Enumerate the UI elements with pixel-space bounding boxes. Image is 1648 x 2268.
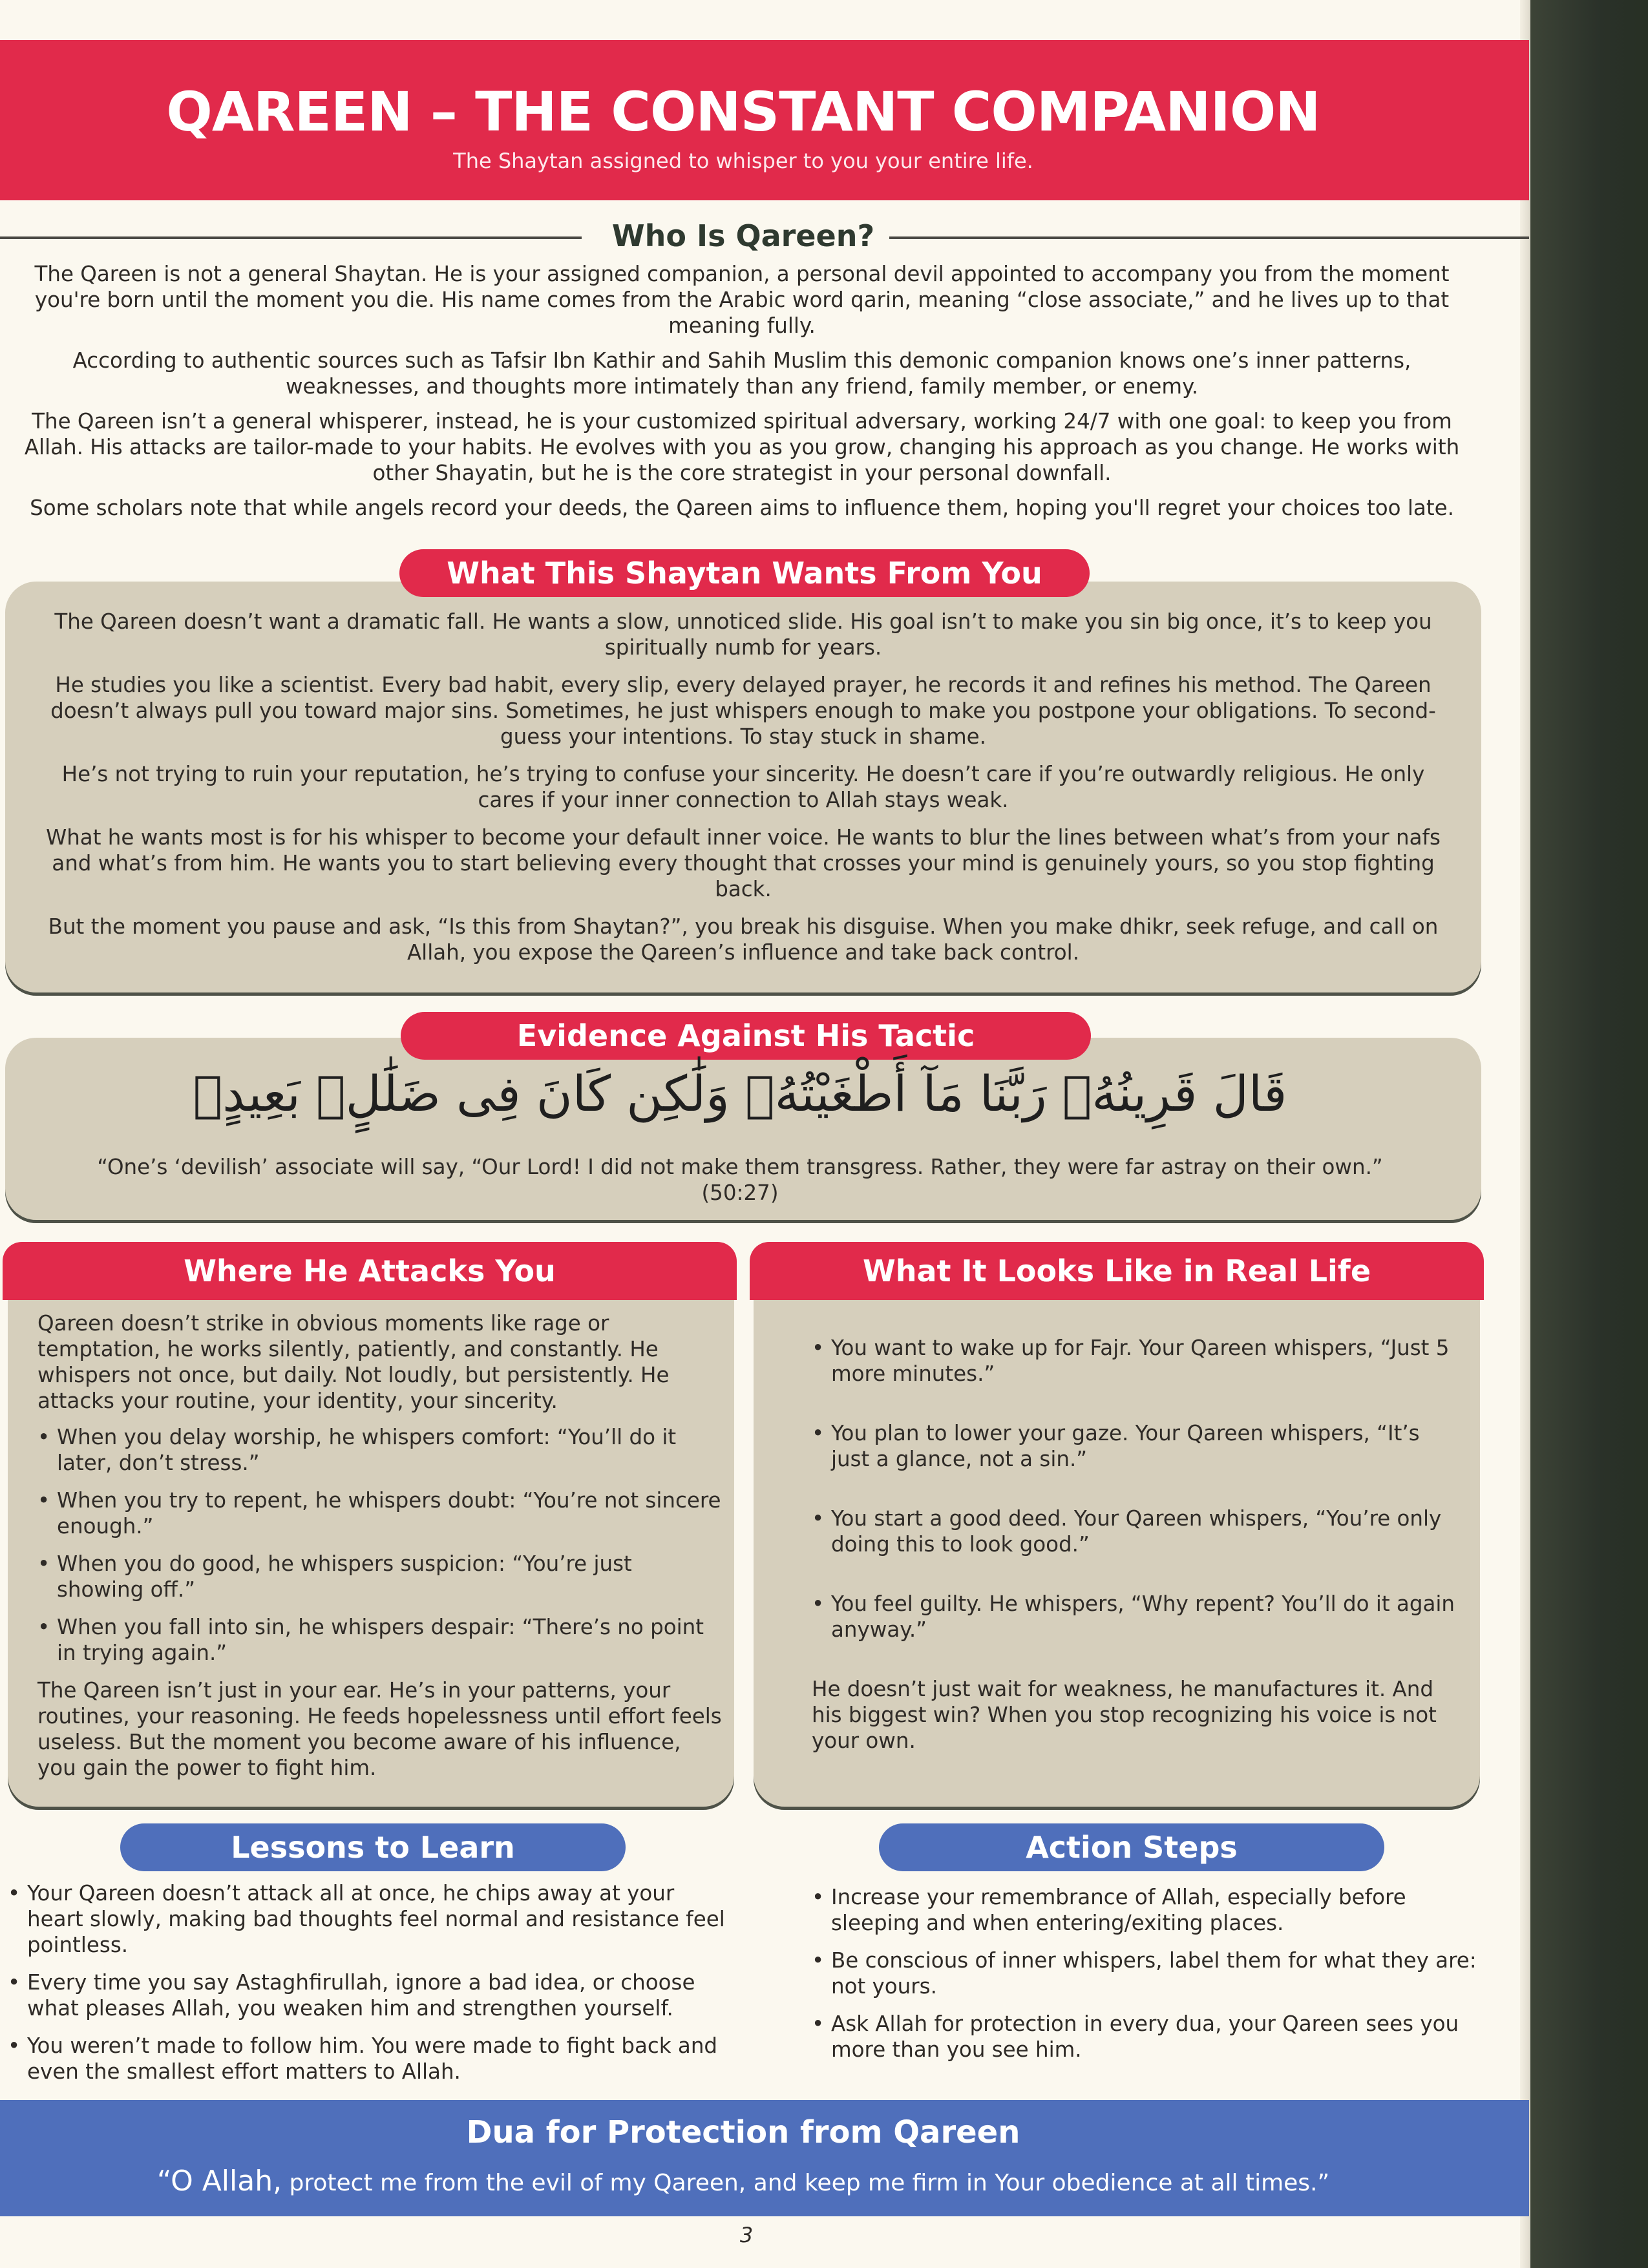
- list-item: • You weren’t made to follow him. You were made to fight back and even the smallest effort matters to Allah.: [8, 2033, 725, 2084]
- reallife-list: [812, 1335, 1464, 1643]
- lessons-title: Lessons to Learn: [120, 1823, 626, 1871]
- evidence-title: Evidence Against His Tactic: [401, 1012, 1091, 1060]
- attacks-text: [37, 1310, 723, 1781]
- actions-text: [812, 1884, 1484, 2063]
- title-banner: [0, 40, 1529, 200]
- verse-reference: (50:27): [701, 1181, 779, 1205]
- wants-text: [37, 609, 1449, 977]
- quran-verse-translation: [0, 1154, 1480, 1206]
- list-item: • You feel guilty. He whispers, “Why repent? You’ll do it again anyway.”: [812, 1591, 1464, 1643]
- list-item: • When you try to repent, he whispers doubt: “You’re not sincere enough.”: [37, 1487, 723, 1539]
- reallife-box: [754, 1266, 1480, 1807]
- lessons-text: [8, 1880, 725, 2084]
- wants-paragraph: He’s not trying to ruin your reputation, he’s trying to confuse your sincerity. He doesn’t care if you’re outwardly religious. He only cares if your inner connection to Allah stays weak.: [61, 762, 1425, 812]
- list-item: • Your Qareen doesn’t attack all at once, he chips away at your heart slowly, making bad thoughts feel normal and resistance feel pointless.: [8, 1880, 725, 1958]
- page-number: 3: [739, 2223, 754, 2247]
- list-item: • Ask Allah for protection in every dua, your Qareen sees you more than you see him.: [812, 2011, 1484, 2063]
- who-paragraph: The Qareen isn’t a general whisperer, instead, he is your customized spiritual adversary, working 24/7 with one goal: to keep you from Allah. His attacks are tailor-made to your habits. He evolves with you as you grow, changing his approach as you change. He works with other Shayatin, but he is the core strategist in your personal downfall.: [24, 409, 1460, 485]
- attacks-box: [8, 1266, 734, 1807]
- who-paragraph: According to authentic sources such as Tafsir Ibn Kathir and Sahih Muslim this demonic companion knows one’s inner patterns, weaknesses, and thoughts more intimately than any friend, family member, or enemy.: [72, 348, 1411, 399]
- attacks-title: Where He Attacks You: [3, 1242, 737, 1300]
- wants-paragraph: But the moment you pause and ask, “Is this from Shaytan?”, you break his disguise. When you make dhikr, seek refuge, and call on Allah, you expose the Qareen’s influence and take back control.: [48, 914, 1439, 965]
- attacks-intro: Qareen doesn’t strike in obvious moments like rage or temptation, he works silently, patiently, and constantly. He whispers not once, but daily. Not loudly, but persistently. He attacks your routine, your identity, your sincerity.: [37, 1311, 670, 1413]
- list-item: • When you fall into sin, he whispers despair: “There’s no point in trying again.”: [37, 1614, 723, 1666]
- who-title: Who Is Qareen?: [611, 218, 875, 253]
- quran-verse-arabic: قَالَ قَرِينُهُۥ رَبَّنَا مَآ أَطْغَيْتُهُۥ وَلَٰكِن كَانَ فِى ضَلَٰلٍۭ بَعِيدٍۢ: [193, 1065, 1287, 1122]
- list-item: • Increase your remembrance of Allah, especially before sleeping and when entering/exiting places.: [812, 1884, 1484, 1936]
- list-item: • You want to wake up for Fajr. Your Qareen whispers, “Just 5 more minutes.”: [812, 1335, 1464, 1387]
- wants-box: [5, 582, 1481, 992]
- list-item: • Every time you say Astaghfirullah, ignore a bad idea, or choose what pleases Allah, you weaken him and strengthen yourself.: [8, 1969, 725, 2021]
- binding-spine: [1530, 0, 1648, 2268]
- list-item: • You start a good deed. Your Qareen whispers, “You’re only doing this to look good.”: [812, 1506, 1464, 1557]
- dua-title: Dua for Protection from Qareen: [466, 2114, 1020, 2150]
- who-heading: [0, 218, 1529, 257]
- wants-paragraph: What he wants most is for his whisper to become your default inner voice. He wants to blur the lines between what’s from your nafs and what’s from him. He wants you to start believing every thought that crosses your mind is genuinely yours, so you stop fighting back.: [46, 825, 1441, 901]
- list-item: • You plan to lower your gaze. Your Qareen whispers, “It’s just a glance, not a sin.”: [812, 1420, 1464, 1472]
- list-item: • When you delay worship, he whispers comfort: “You’ll do it later, don’t stress.”: [37, 1424, 723, 1476]
- actions-title: Action Steps: [879, 1823, 1384, 1871]
- reallife-title: What It Looks Like in Real Life: [750, 1242, 1484, 1300]
- attacks-outro: The Qareen isn’t just in your ear. He’s in your patterns, your routines, your reasoning. He feeds hopelessness until effort feels useless. But the moment you become aware of his influence, you gain the power to fight him.: [37, 1678, 722, 1780]
- page-subtitle: The Shaytan assigned to whisper to you your entire life.: [453, 149, 1033, 173]
- wants-title: What This Shaytan Wants From You: [399, 549, 1090, 597]
- reallife-text: [812, 1335, 1464, 1754]
- who-text: [5, 261, 1479, 530]
- list-item: • Be conscious of inner whispers, label them for what they are: not yours.: [812, 1948, 1484, 1999]
- actions-list: [812, 1884, 1484, 2063]
- wants-paragraph: The Qareen doesn’t want a dramatic fall. He wants a slow, unnoticed slide. His goal isn’t to make you sin big once, it’s to keep you spiritually numb for years.: [54, 609, 1432, 660]
- dua-quote-rest: protect me from the evil of my Qareen, and keep me firm in Your obedience at all times.”: [282, 2170, 1330, 2196]
- attacks-list: [37, 1424, 723, 1666]
- wants-paragraph: He studies you like a scientist. Every bad habit, every slip, every delayed prayer, he records it and refines his method. The Qareen doesn’t always pull you toward major sins. Sometimes, he just whispers enough to make you postpone your obligations. To second-guess your intentions. To stay stuck in shame.: [50, 673, 1436, 749]
- dua-banner: [0, 2100, 1529, 2216]
- dua-quote-lead: “O Allah,: [156, 2165, 282, 2198]
- lessons-list: [8, 1880, 725, 2084]
- dua-quote: [0, 2165, 1486, 2198]
- translation-text: “One’s ‘devilish’ associate will say, “Our Lord! I did not make them transgress. Rather, they were far astray on their own.”: [97, 1155, 1383, 1179]
- list-item: • When you do good, he whispers suspicion: “You’re just showing off.”: [37, 1551, 723, 1602]
- page-title: QAREEN – THE CONSTANT COMPANION: [166, 80, 1320, 143]
- who-paragraph: The Qareen is not a general Shaytan. He is your assigned companion, a personal devil appointed to accompany you from the moment you're born until the moment you die. His name comes from the Arabic word qarin, meaning “close associate,” and he lives up to that meaning fully.: [34, 262, 1450, 338]
- reallife-outro: He doesn’t just wait for weakness, he manufactures it. And his biggest win? When you stop recognizing his voice is not your own.: [812, 1677, 1437, 1753]
- who-paragraph: Some scholars note that while angels record your deeds, the Qareen aims to influence them, hoping you'll regret your choices too late.: [30, 496, 1454, 520]
